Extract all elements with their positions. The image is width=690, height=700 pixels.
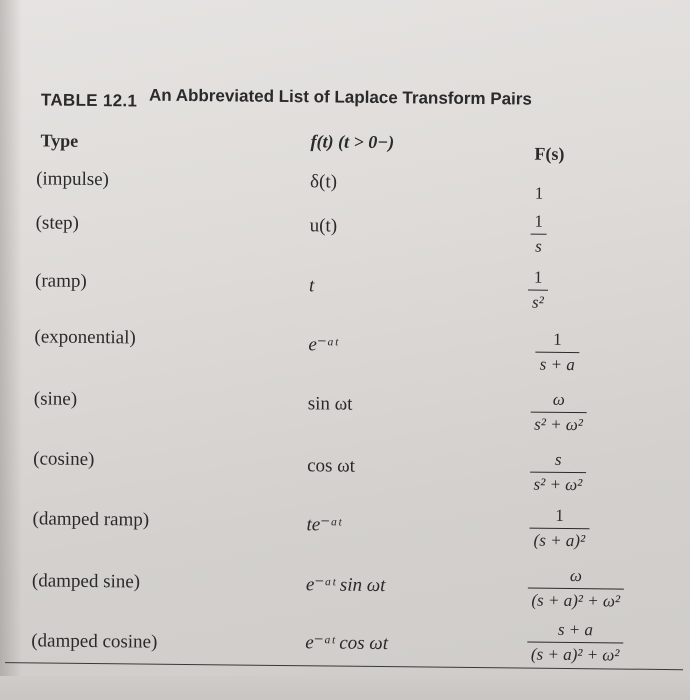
fraction bbox=[529, 450, 586, 496]
row-ft-exponential: e⁻ᵃᵗ bbox=[308, 334, 338, 356]
fs-denominator: (s + a)² bbox=[529, 528, 589, 552]
row-type-sine: (sine) bbox=[33, 388, 78, 410]
row-type-damped-sine: (damped sine) bbox=[31, 570, 141, 593]
fraction bbox=[528, 268, 548, 313]
table-title: An Abbreviated List of Laplace Transform Pairs bbox=[148, 85, 533, 109]
row-fs-damped-ramp bbox=[494, 505, 624, 551]
fs-value: 1 bbox=[534, 183, 544, 203]
row-ft-step: u(t) bbox=[309, 215, 338, 237]
row-ft-sine: sin ωt bbox=[307, 393, 353, 415]
row-ft-damped-cosine: e⁻ᵃᵗ cos ωt bbox=[305, 632, 389, 655]
fs-numerator: 1 bbox=[553, 329, 562, 349]
row-fs-cosine bbox=[493, 449, 623, 495]
fs-numerator: 1 bbox=[533, 267, 543, 287]
row-type-damped-cosine: (damped cosine) bbox=[31, 630, 158, 653]
fs-denominator: (s + a)² + ω² bbox=[527, 642, 624, 666]
fs-denominator: s + a bbox=[536, 352, 579, 375]
row-ft-impulse: δ(t) bbox=[310, 171, 338, 193]
fs-denominator: s² bbox=[528, 290, 548, 313]
row-fs-damped-cosine bbox=[505, 619, 645, 665]
fs-numerator: 1 bbox=[555, 505, 564, 525]
row-type-step: (step) bbox=[35, 212, 80, 234]
row-type-ramp: (ramp) bbox=[34, 270, 87, 292]
header-fs: F(s) bbox=[534, 143, 565, 164]
row-ft-damped-sine: e⁻ᵃᵗ sin ωt bbox=[305, 574, 386, 597]
row-fs-damped-sine bbox=[506, 565, 646, 611]
fs-denominator: s² + ω² bbox=[530, 412, 587, 436]
fs-denominator: (s + a)² + ω² bbox=[527, 588, 624, 612]
fs-numerator: 1 bbox=[534, 211, 544, 231]
fraction bbox=[536, 330, 580, 375]
fs-denominator: s bbox=[530, 234, 547, 257]
fraction bbox=[529, 506, 589, 552]
header-ft: f(t) (t > 0−) bbox=[310, 131, 395, 153]
row-type-exponential: (exponential) bbox=[34, 326, 136, 349]
row-ft-cosine: cos ωt bbox=[307, 455, 356, 477]
fs-numerator: ω bbox=[569, 566, 583, 586]
fs-numerator: s bbox=[554, 449, 562, 469]
row-type-damped-ramp: (damped ramp) bbox=[32, 508, 150, 531]
header-type: Type bbox=[40, 130, 79, 151]
fs-denominator: s² + ω² bbox=[529, 472, 586, 496]
fraction bbox=[530, 390, 587, 436]
row-fs-impulse bbox=[474, 183, 604, 204]
row-fs-ramp bbox=[473, 267, 603, 313]
fraction bbox=[530, 212, 547, 257]
fraction bbox=[527, 566, 624, 612]
fs-numerator: ω bbox=[552, 389, 565, 409]
row-fs-sine bbox=[493, 389, 623, 435]
row-type-impulse: (impulse) bbox=[36, 168, 110, 191]
row-ft-damped-ramp: te⁻ᵃᵗ bbox=[306, 514, 342, 536]
row-fs-step bbox=[473, 211, 603, 257]
fraction bbox=[527, 620, 624, 666]
row-ft-ramp: t bbox=[308, 275, 315, 297]
row-type-cosine: (cosine) bbox=[33, 448, 95, 471]
fs-numerator: s + a bbox=[557, 619, 594, 640]
page-bottom-margin bbox=[0, 676, 690, 700]
table-label: TABLE 12.1 bbox=[40, 90, 138, 111]
row-fs-exponential bbox=[492, 329, 622, 375]
